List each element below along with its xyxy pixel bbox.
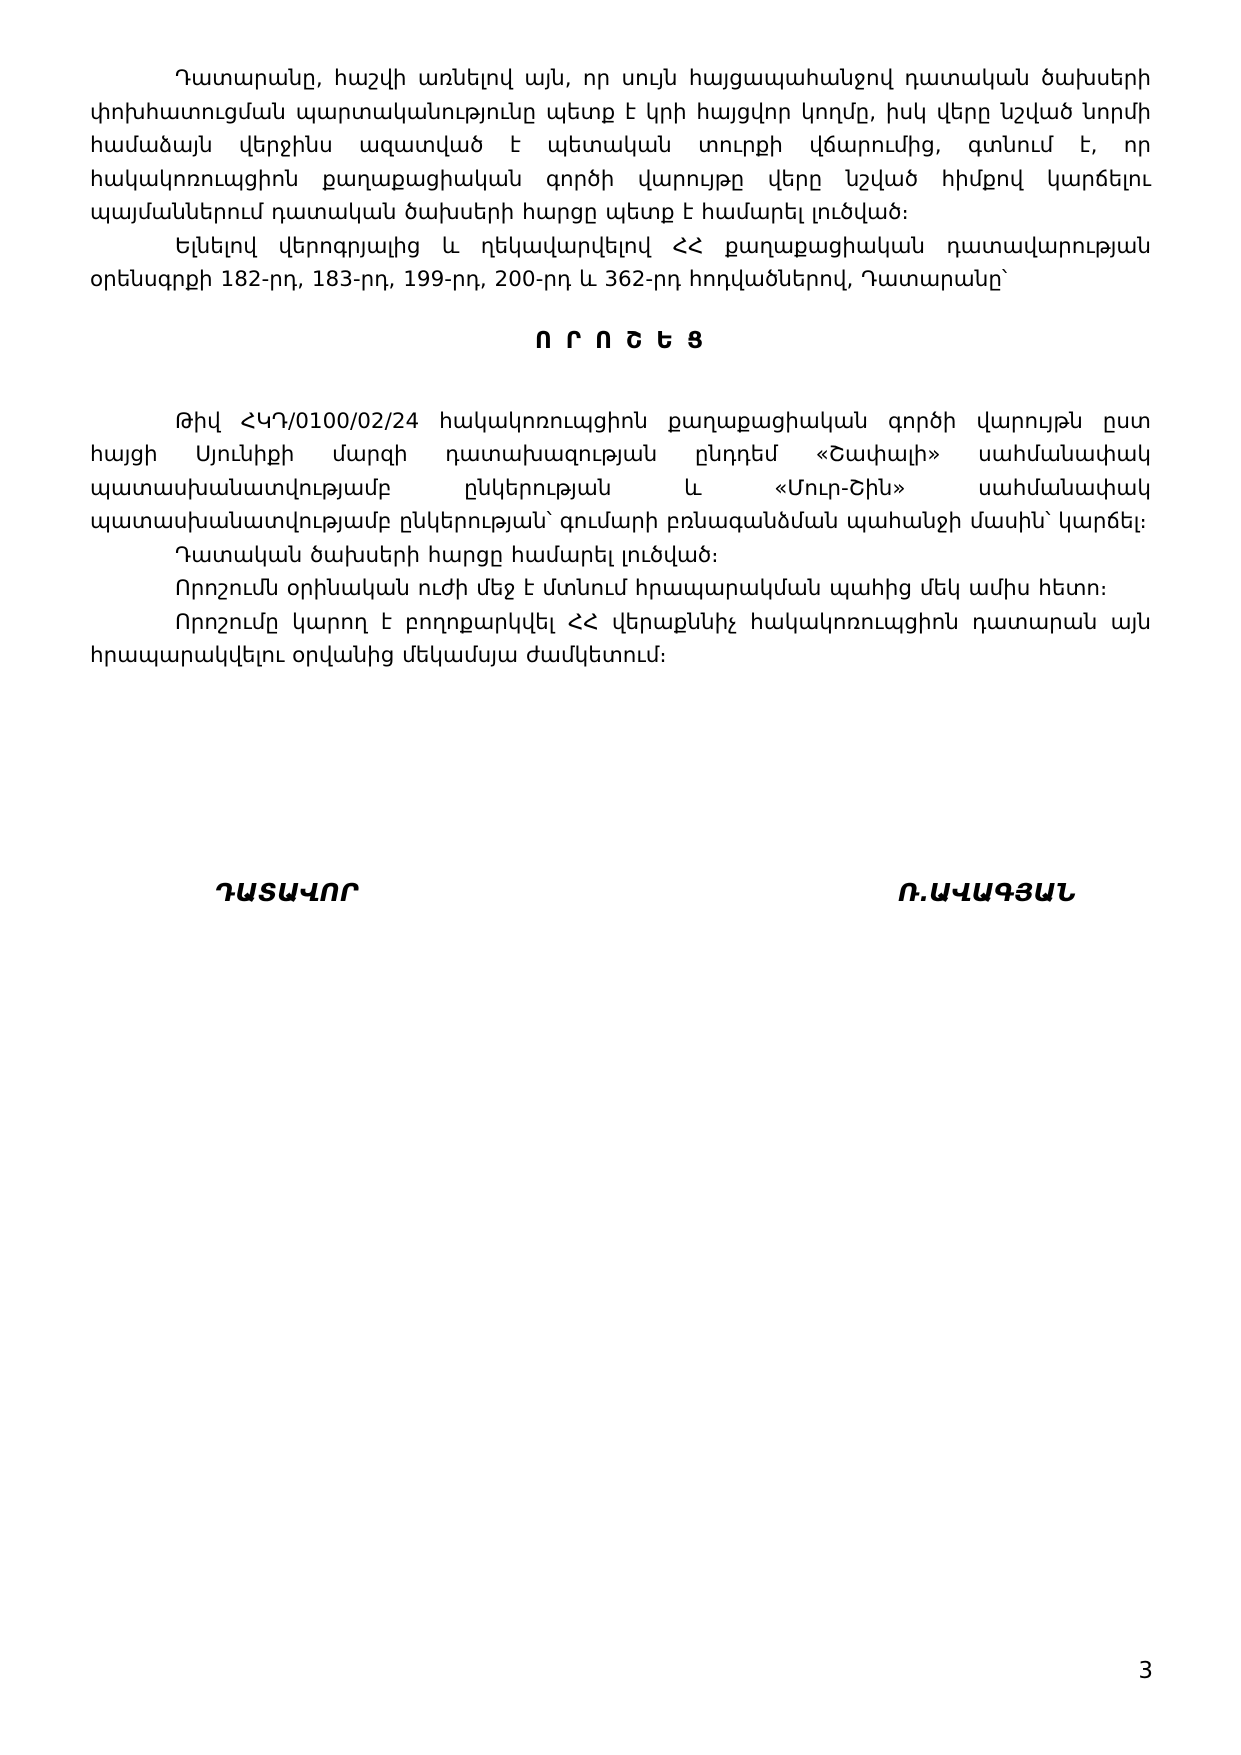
paragraph-appeal-right: Որոշումը կարող է բողոքարկվել ՀՀ վերաքննիչ հակակոռուպցիոն դատարան այն հրապարակվելու օրվանից մեկամսյա ժամկետում։ — [90, 609, 1151, 668]
signature-row — [90, 878, 1151, 908]
paragraph-legal-force: Որոշումն օրինական ուժի մեջ է մտնում հրապարակման պահից մեկ ամիս հետո։ — [175, 576, 1108, 601]
judge-name: Ռ.ԱՎԱԳՅԱՆ — [897, 877, 1076, 907]
paragraph-costs-resolved: Դատական ծախսերի հարցը համարել լուծված։ — [175, 542, 719, 568]
paragraph-case-termination: Թիվ ՀԿԴ/0100/02/24 հակակոռուպցիոն քաղաքացիական գործի վարույթն ըստ հայցի Սյունիքի մարզի դատախազության ընդդեմ «Շափալի» սահմանափակ պատասխանատվությամբ ընկերության և «Մուր-Շին» սահմանափակ պատասխանատվությամբ ընկերության՝ գումարի բռնագանձման պահանջի մասին՝ կարճել։ — [90, 408, 1151, 534]
judge-role-label: ԴԱՏԱՎՈՐ — [215, 877, 359, 907]
paragraph-court-costs-reasoning: Դատարանը, հաշվի առնելով այն, որ սույն հայցապահանջով դատական ծախսերի փոխհատուցման պարտականությունը պետք է կրի հայցվոր կողմը, իսկ վերը նշված նորմի համաձայն վերջինս ազատված է պետական տուրքի վճարումից, գտնում է, որ հակակոռուպցիոն քաղաքացիական գործի վարույթը վերը նշված հիմքով կարճելու պայմաններում դատական ծախսերի հարցը պետք է համարել լուծված։ — [90, 66, 1151, 225]
paragraph-legal-basis: Ելնելով վերոգրյալից և ղեկավարվելով ՀՀ քաղաքացիական դատավարության օրենսգրքի 182-րդ, 183-րդ, 199-րդ, 200-րդ և 362-րդ հոդվածներով, Դատարանը՝ — [90, 233, 1151, 292]
page-number: 3 — [1138, 1658, 1153, 1684]
decision-heading: Ո Ր Ո Շ Ե Ց — [534, 327, 707, 354]
